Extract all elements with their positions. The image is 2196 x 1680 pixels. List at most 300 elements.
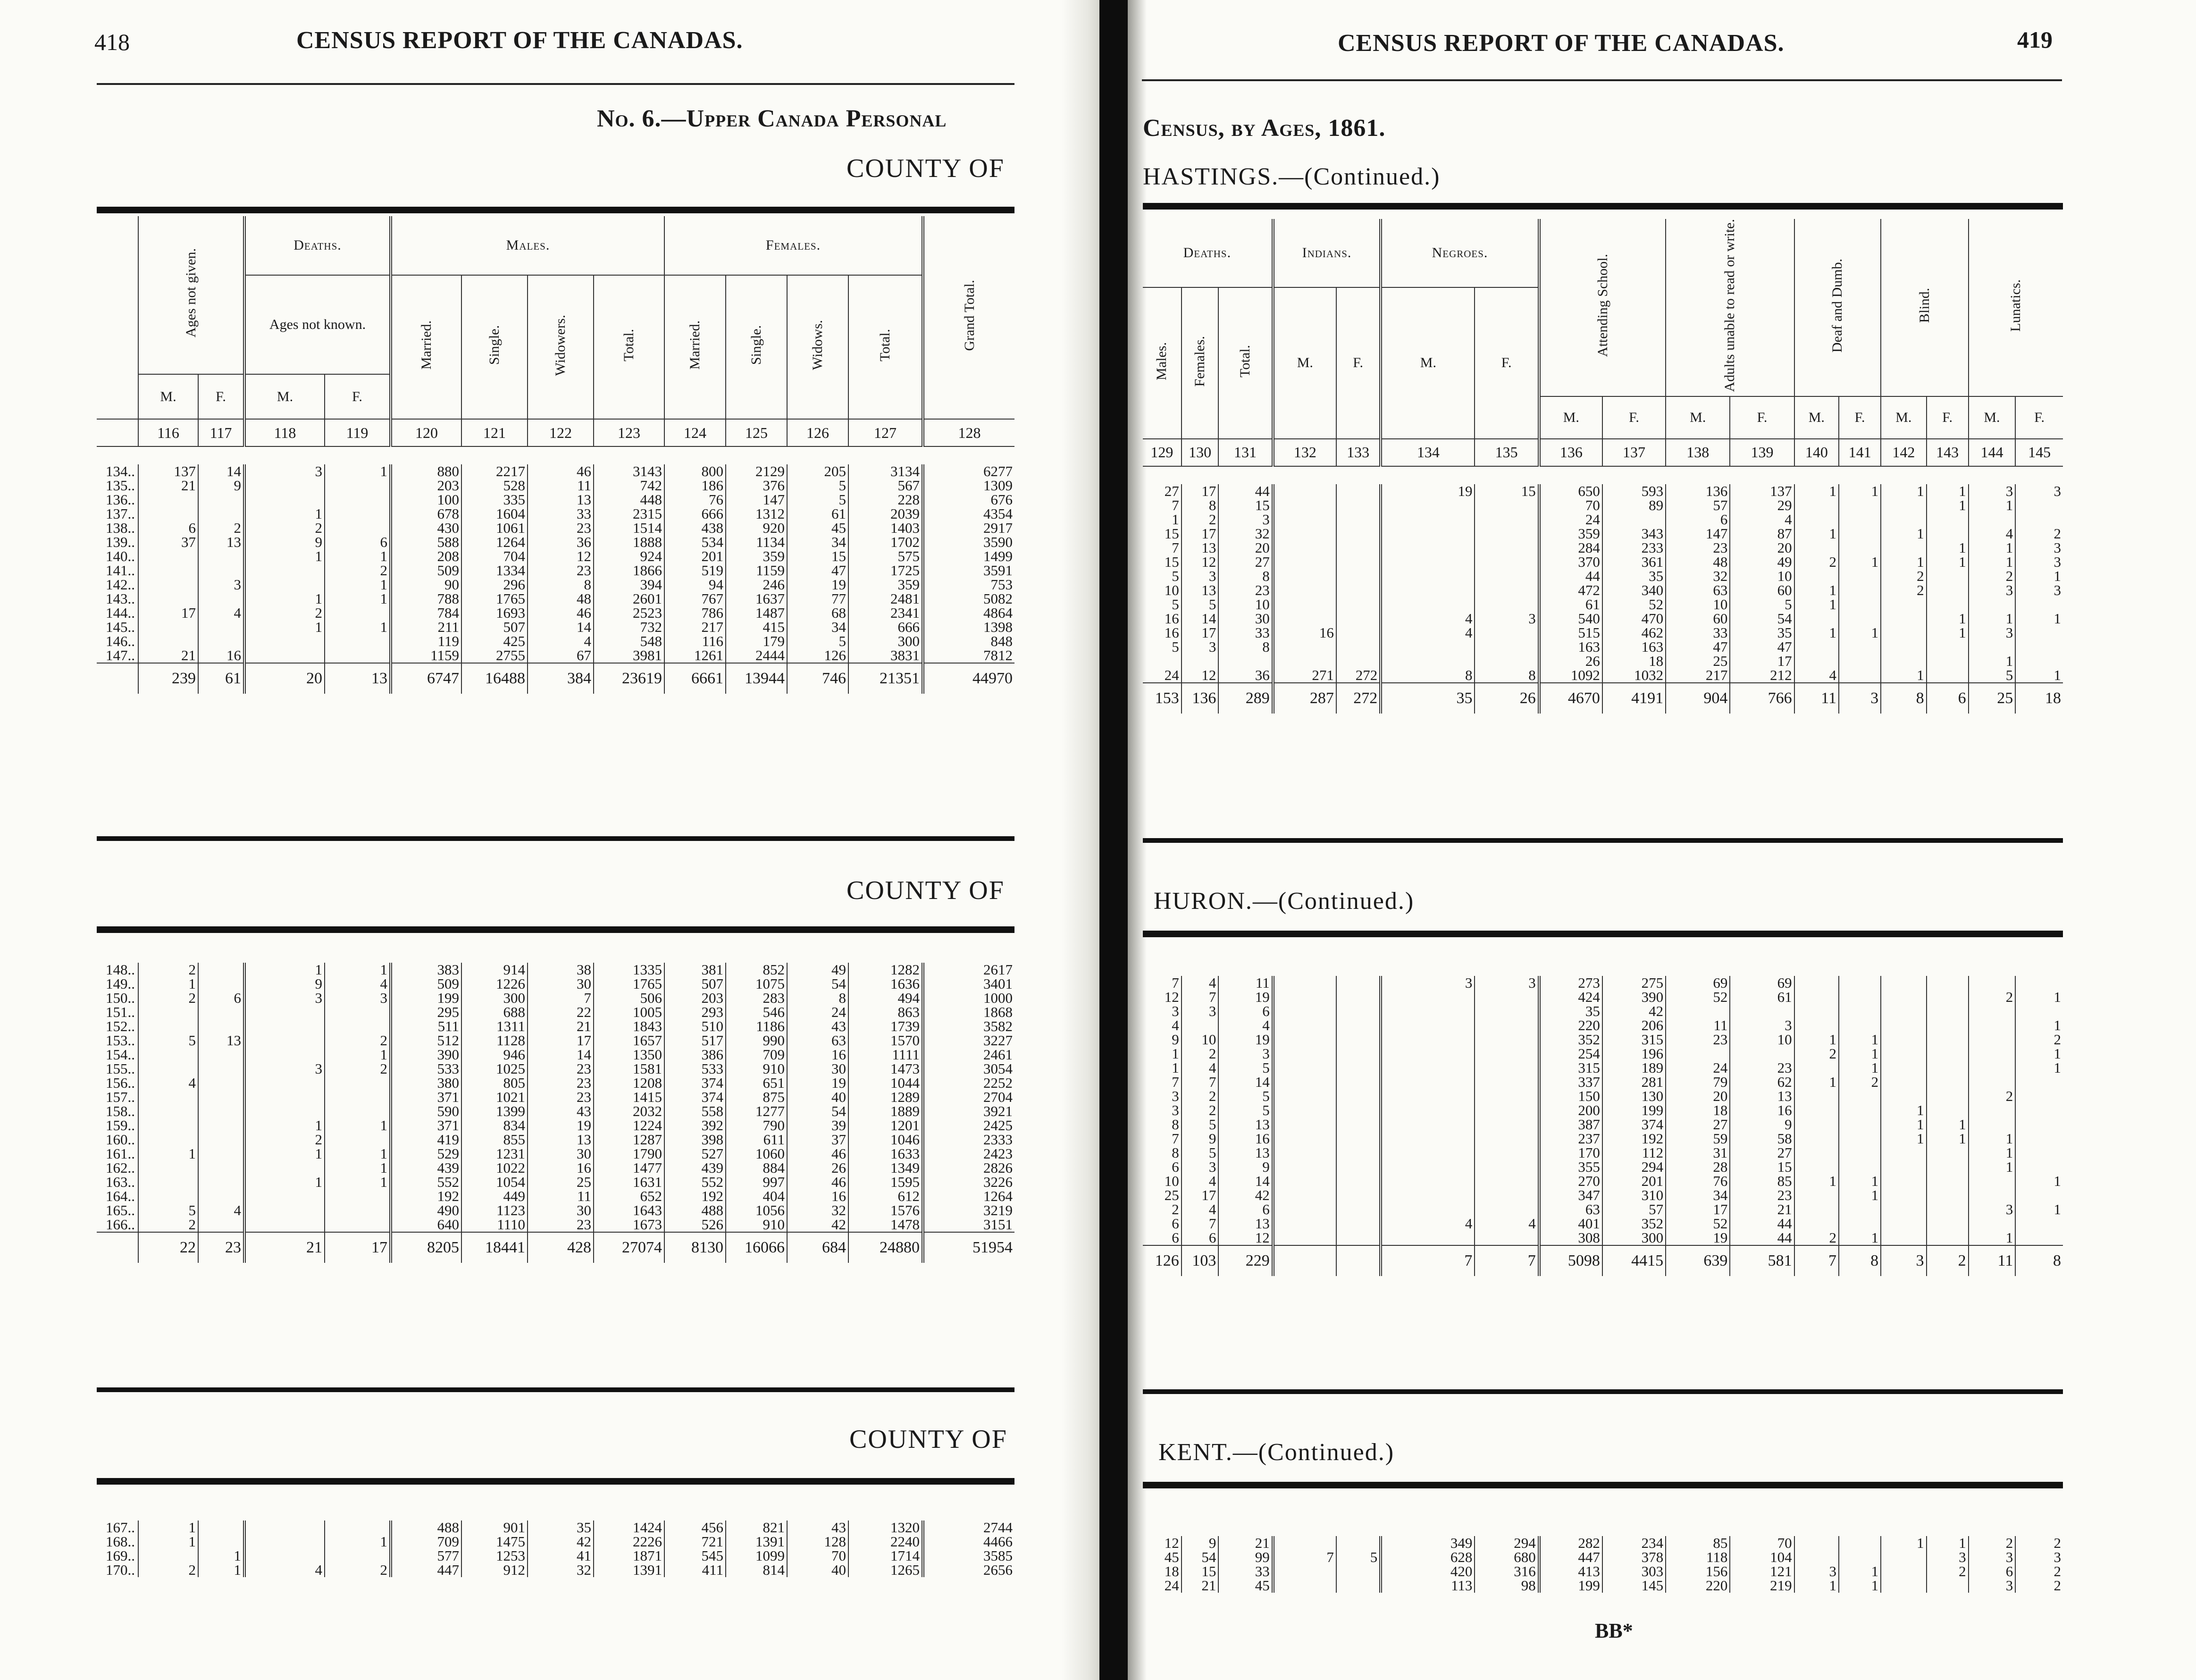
table-cell: 6 <box>198 991 244 1005</box>
table-cell: 371 <box>391 1090 461 1104</box>
table-cell: 1 <box>1881 1103 1926 1117</box>
table-cell: 394 <box>594 578 664 592</box>
table-cell <box>1839 527 1881 541</box>
table-cell: 246 <box>726 578 787 592</box>
table-cell: 35 <box>1539 1004 1602 1018</box>
table-cell: 425 <box>461 634 528 648</box>
table-row <box>1143 555 2063 569</box>
table-cell: 2 <box>138 1218 198 1232</box>
table-cell: 1 <box>1839 1047 1881 1061</box>
table-cell: 208 <box>391 549 461 563</box>
table-cell: 1871 <box>594 1549 664 1563</box>
table-cell: 275 <box>1602 976 1666 990</box>
total-cell: 272 <box>1336 683 1381 714</box>
table-cell: 16 <box>1730 1103 1794 1117</box>
table-cell <box>1381 1132 1475 1146</box>
table-cell: 60 <box>1666 612 1730 626</box>
row-age-label: 155.. <box>106 1062 135 1076</box>
table-cell: 1 <box>2015 1018 2063 1033</box>
school-f-header: F. <box>1602 396 1666 439</box>
table-cell: 300 <box>1602 1231 1666 1245</box>
table-cell: 47 <box>1730 640 1794 654</box>
table-cell: 2341 <box>848 606 923 620</box>
table-cell: 1 <box>1839 555 1881 569</box>
table-cell <box>138 563 198 578</box>
table-cell: 509 <box>391 563 461 578</box>
table-cell: 70 <box>1539 498 1602 512</box>
table-cell: 1110 <box>461 1218 528 1232</box>
table-cell: 295 <box>391 1005 461 1019</box>
column-number: 141 <box>1839 439 1881 466</box>
table-cell: 52 <box>1602 597 1666 612</box>
table-cell <box>1927 1004 1969 1018</box>
table-cell: 506 <box>594 991 664 1005</box>
table-cell: 790 <box>726 1118 787 1133</box>
table-cell: 1 <box>1839 1579 1881 1593</box>
table-cell: 9 <box>1730 1117 1794 1132</box>
deaf-m-header: M. <box>1794 396 1839 439</box>
table-cell <box>1666 1004 1730 1018</box>
table-row <box>1143 1550 2063 1564</box>
table-cell: 456 <box>664 1520 726 1535</box>
table-cell <box>1927 1033 1969 1047</box>
table-cell <box>1381 1146 1475 1160</box>
table-row <box>97 1563 1014 1577</box>
total-cell <box>1336 1245 1381 1276</box>
table-cell: 3 <box>1182 640 1219 654</box>
total-cell: 684 <box>787 1232 848 1263</box>
table-cell <box>1969 1188 2016 1202</box>
table-cell: 45 <box>787 521 848 535</box>
total-cell: 639 <box>1666 1245 1730 1276</box>
table-cell: 38 <box>528 963 594 977</box>
table-cell: 70 <box>787 1549 848 1563</box>
table-cell: 13 <box>528 1133 594 1147</box>
table-cell <box>1336 597 1381 612</box>
table-cell: 448 <box>594 493 664 507</box>
row-label-blank <box>97 419 138 446</box>
table-cell <box>1336 1188 1381 1202</box>
table-cell: 52 <box>1666 990 1730 1004</box>
table-cell <box>198 1218 244 1232</box>
table-row <box>1143 512 2063 527</box>
table-cell: 4 <box>198 606 244 620</box>
table-cell: 3 <box>1730 1018 1794 1033</box>
table-cell: 19 <box>1666 1231 1730 1245</box>
table-cell: 1054 <box>461 1175 528 1189</box>
table-cell: 170 <box>1539 1146 1602 1160</box>
table-cell: 548 <box>594 634 664 648</box>
table-cell <box>325 606 391 620</box>
table-cell: 666 <box>664 507 726 521</box>
table-cell: 294 <box>1602 1160 1666 1174</box>
row-age-label: 168.. <box>106 1535 135 1549</box>
table-cell: 46 <box>787 1147 848 1161</box>
table-cell <box>1839 583 1881 597</box>
table-row <box>1143 527 2063 541</box>
table-cell: 234 <box>1602 1536 1666 1550</box>
table-cell: 1075 <box>726 977 787 991</box>
table-cell: 2461 <box>923 1048 1014 1062</box>
table-cell: 1 <box>1927 1132 1969 1146</box>
deaf-f-header: F. <box>1839 396 1881 439</box>
table-row <box>97 1520 1014 1535</box>
table-cell <box>1475 1061 1539 1075</box>
table-cell: 282 <box>1539 1536 1602 1550</box>
table-cell: 2 <box>1182 512 1219 527</box>
table-cell <box>244 648 325 663</box>
table-cell: 3 <box>2015 555 2063 569</box>
table-cell: 315 <box>1602 1033 1666 1047</box>
table-row <box>1143 976 2063 990</box>
table-cell: 1 <box>325 1118 391 1133</box>
table-cell <box>138 1189 198 1203</box>
row-age-label: 142.. <box>106 578 135 592</box>
table-cell <box>1794 1089 1839 1103</box>
blind-m-header: M. <box>1881 396 1926 439</box>
table-cell <box>1839 668 1881 683</box>
table-cell <box>1794 1103 1839 1117</box>
table-cell: 1643 <box>594 1203 664 1218</box>
table-cell <box>138 549 198 563</box>
table-cell: 383 <box>391 963 461 977</box>
table-cell: 1 <box>1794 527 1839 541</box>
table-cell: 2744 <box>923 1520 1014 1535</box>
table-cell: 42 <box>1218 1188 1273 1202</box>
table-cell <box>198 1535 244 1549</box>
table-cell: 1714 <box>848 1549 923 1563</box>
table-cell: 359 <box>848 578 923 592</box>
table-cell: 5 <box>1172 569 1179 583</box>
table-cell: 4 <box>1172 1018 1179 1033</box>
table-cell <box>1881 1004 1926 1018</box>
table-cell: 1 <box>1927 498 1969 512</box>
table-cell: 552 <box>664 1175 726 1189</box>
table-cell <box>1969 1075 2016 1089</box>
table-cell: 534 <box>664 535 726 549</box>
table-cell <box>1273 1188 1336 1202</box>
indians-m-header: M. <box>1273 287 1336 439</box>
total-cell <box>1273 1245 1336 1276</box>
table-cell: 742 <box>594 479 664 493</box>
table-cell: 527 <box>664 1147 726 1161</box>
table-row <box>1143 1117 2063 1132</box>
table-cell: 1739 <box>848 1019 923 1033</box>
total-cell: 26 <box>1475 683 1539 714</box>
table-cell: 1159 <box>391 648 461 663</box>
table-cell <box>1794 1202 1839 1217</box>
table-cell: 374 <box>664 1090 726 1104</box>
table-cell: 21 <box>138 648 198 663</box>
table-cell <box>138 1118 198 1133</box>
totals-row <box>1143 683 2063 714</box>
table-cell: 1 <box>1881 1117 1926 1132</box>
table-cell: 1 <box>1881 555 1926 569</box>
table-row <box>97 592 1014 606</box>
table-cell: 46 <box>528 606 594 620</box>
table-cell: 1889 <box>848 1104 923 1118</box>
table-cell: 2755 <box>461 648 528 663</box>
total-cell: 428 <box>528 1232 594 1263</box>
total-cell: 3 <box>1839 683 1881 714</box>
table-cell: 26 <box>787 1161 848 1175</box>
total-cell: 27074 <box>594 1232 664 1263</box>
total-cell: 17 <box>325 1232 391 1263</box>
table-cell: 98 <box>1475 1579 1539 1593</box>
table-row <box>97 578 1014 592</box>
table-cell: 9 <box>244 977 325 991</box>
table-row <box>97 1218 1014 1232</box>
table-cell <box>138 507 198 521</box>
table-cell <box>1381 1202 1475 1217</box>
left-head-rule <box>97 83 1014 85</box>
table-cell <box>1969 1174 2016 1188</box>
blind-f-header: F. <box>1927 396 1969 439</box>
table-cell: 1487 <box>726 606 787 620</box>
table-cell <box>1336 1103 1381 1117</box>
table-cell: 3401 <box>923 977 1014 991</box>
table-cell: 6 <box>1218 1202 1273 1217</box>
table-cell: 85 <box>1730 1174 1794 1188</box>
table-cell: 650 <box>1539 484 1602 498</box>
table-cell <box>325 1104 391 1118</box>
total-cell: 16066 <box>726 1232 787 1263</box>
table-cell: 2 <box>1839 1075 1881 1089</box>
table-cell: 5 <box>787 634 848 648</box>
table-cell <box>1273 1075 1336 1089</box>
total-cell: 61 <box>198 663 244 694</box>
table-cell: 390 <box>1602 990 1666 1004</box>
table-cell <box>1273 1231 1336 1245</box>
table-cell: 13 <box>1182 583 1219 597</box>
table-cell <box>1475 654 1539 668</box>
table-row <box>97 1048 1014 1062</box>
table-cell: 374 <box>1602 1117 1666 1132</box>
total-cell: 8130 <box>664 1232 726 1263</box>
column-number: 139 <box>1730 439 1794 466</box>
table-cell <box>198 1019 244 1033</box>
table-cell <box>1381 555 1475 569</box>
table-cell <box>2015 1117 2063 1132</box>
table-cell: 3981 <box>594 648 664 663</box>
table-cell: 14 <box>1218 1075 1273 1089</box>
table-cell: 3 <box>1969 1579 2016 1593</box>
table-cell <box>1381 498 1475 512</box>
table-cell: 32 <box>528 1563 594 1577</box>
table-cell <box>1839 1217 1881 1231</box>
column-number: 136 <box>1539 439 1602 466</box>
table-cell <box>1182 654 1219 668</box>
table-cell <box>1336 1231 1381 1245</box>
table-cell: 3054 <box>923 1062 1014 1076</box>
table-cell <box>1969 597 2016 612</box>
table-cell: 2240 <box>848 1535 923 1549</box>
table-cell: 335 <box>461 493 528 507</box>
row-age-label: 151.. <box>106 1005 135 1019</box>
table-cell <box>1794 640 1839 654</box>
table-cell: 25 <box>1164 1188 1179 1202</box>
table-cell: 1 <box>1794 484 1839 498</box>
table-cell <box>1273 640 1336 654</box>
table-cell <box>1839 654 1881 668</box>
table-cell: 628 <box>1381 1550 1475 1564</box>
table-cell: 1 <box>2015 1061 2063 1075</box>
total-cell: 766 <box>1730 683 1794 714</box>
table-cell: 303 <box>1602 1564 1666 1579</box>
table-cell <box>1969 1061 2016 1075</box>
table-cell: 3 <box>2015 583 2063 597</box>
table-cell: 192 <box>664 1189 726 1203</box>
total-cell: 746 <box>787 663 848 694</box>
table-cell <box>1839 1117 1881 1132</box>
row-age-label: 162.. <box>106 1161 135 1175</box>
table-cell <box>1381 1018 1475 1033</box>
right-table-top-rule <box>1143 203 2063 210</box>
table-cell: 1 <box>1794 583 1839 597</box>
table-cell: 15 <box>1218 498 1273 512</box>
column-number: 116 <box>138 419 198 446</box>
table-cell: 1 <box>1172 1061 1179 1075</box>
table-cell: 420 <box>1381 1564 1475 1579</box>
total-cell: 4670 <box>1539 683 1602 714</box>
table-cell <box>1881 1231 1926 1245</box>
left-table-section-3 <box>97 1520 1014 1577</box>
table-cell <box>325 634 391 648</box>
total-cell: 8 <box>1839 1245 1881 1276</box>
table-cell: 1 <box>325 963 391 977</box>
table-cell: 85 <box>1666 1536 1730 1550</box>
table-cell: 13 <box>528 493 594 507</box>
table-cell: 19 <box>528 1118 594 1133</box>
left-column-number-row <box>97 419 1014 446</box>
table-cell <box>1336 1132 1381 1146</box>
table-cell: 359 <box>726 549 787 563</box>
table-cell: 31 <box>1666 1146 1730 1160</box>
table-cell: 94 <box>664 578 726 592</box>
table-cell <box>198 1520 244 1535</box>
table-cell: 666 <box>848 620 923 634</box>
table-cell: 1 <box>1881 1536 1926 1550</box>
table-cell: 1 <box>1794 626 1839 640</box>
table-cell: 494 <box>848 991 923 1005</box>
table-cell: 163 <box>1539 640 1602 654</box>
table-cell: 27 <box>1666 1117 1730 1132</box>
table-cell <box>1794 569 1839 583</box>
table-cell <box>1336 498 1381 512</box>
table-cell <box>138 1133 198 1147</box>
table-cell: 79 <box>1666 1075 1730 1089</box>
row-age-label: 167.. <box>106 1520 135 1535</box>
table-cell: 3 <box>198 578 244 592</box>
table-cell: 7 <box>1172 1132 1179 1146</box>
table-cell <box>2015 1132 2063 1146</box>
table-cell <box>244 1218 325 1232</box>
table-cell: 13 <box>1182 541 1219 555</box>
table-cell: 3 <box>1969 1550 2016 1564</box>
table-cell: 17 <box>1666 1202 1730 1217</box>
table-cell: 45 <box>1164 1550 1179 1564</box>
table-row <box>1143 498 2063 512</box>
table-cell: 352 <box>1602 1217 1666 1231</box>
table-cell: 60 <box>1730 583 1794 597</box>
table-cell: 23 <box>1666 1033 1730 1047</box>
table-cell: 18 <box>1164 1564 1179 1579</box>
table-cell <box>198 493 244 507</box>
right-head-rule <box>1142 79 2062 81</box>
table-cell: 12 <box>1182 668 1219 683</box>
table-cell: 271 <box>1273 668 1336 683</box>
table-cell: 217 <box>664 620 726 634</box>
table-cell: 1 <box>1927 612 1969 626</box>
table-cell: 3 <box>1172 1103 1179 1117</box>
section-3-top-rule <box>97 1478 1014 1485</box>
table-cell <box>1475 1202 1539 1217</box>
table-cell <box>198 1118 244 1133</box>
table-cell <box>1475 1231 1539 1245</box>
table-cell: 4 <box>198 1203 244 1218</box>
table-row <box>97 1147 1014 1161</box>
table-cell: 147 <box>726 493 787 507</box>
table-cell: 2217 <box>461 464 528 479</box>
table-cell: 118 <box>1666 1550 1730 1564</box>
table-cell: 14 <box>528 620 594 634</box>
table-cell: 678 <box>391 507 461 521</box>
table-cell <box>1475 1047 1539 1061</box>
table-cell: 34 <box>1666 1188 1730 1202</box>
males-widowers-header: Widowers. <box>528 275 594 419</box>
table-cell <box>325 648 391 663</box>
table-cell: 32 <box>1218 527 1273 541</box>
table-cell: 1637 <box>726 592 787 606</box>
table-cell: 20 <box>1666 1089 1730 1103</box>
table-cell: 9 <box>1218 1160 1273 1174</box>
table-cell: 1 <box>1881 1132 1926 1146</box>
table-cell: 6 <box>1182 1231 1219 1245</box>
table-cell <box>1273 1160 1336 1174</box>
table-cell: 1111 <box>848 1048 923 1062</box>
table-cell: 447 <box>391 1563 461 1577</box>
table-cell: 137 <box>138 464 198 479</box>
table-cell: 33 <box>1666 626 1730 640</box>
males-header: Males. <box>391 216 664 275</box>
table-cell: 3 <box>1182 1004 1219 1018</box>
table-cell: 12 <box>528 549 594 563</box>
adults-m-header: M. <box>1666 396 1730 439</box>
table-cell: 709 <box>726 1048 787 1062</box>
table-cell <box>2015 498 2063 512</box>
table-cell <box>2015 654 2063 668</box>
table-cell: 4466 <box>923 1535 1014 1549</box>
table-cell <box>1794 1004 1839 1018</box>
table-cell <box>1794 512 1839 527</box>
table-cell: 7 <box>528 991 594 1005</box>
table-cell <box>1273 555 1336 569</box>
table-cell <box>1881 597 1926 612</box>
table-cell <box>198 1175 244 1189</box>
right-table-section-2 <box>1143 976 2063 1276</box>
table-cell: 1765 <box>594 977 664 991</box>
table-cell <box>1336 541 1381 555</box>
table-cell: 21 <box>1218 1536 1273 1550</box>
table-row <box>1143 1132 2063 1146</box>
table-cell: 19 <box>1218 1033 1273 1047</box>
column-number: 122 <box>528 419 594 446</box>
table-cell <box>1381 527 1475 541</box>
table-cell: 519 <box>664 563 726 578</box>
table-cell <box>1143 654 1182 668</box>
table-cell: 1 <box>2015 1047 2063 1061</box>
table-cell: 49 <box>787 963 848 977</box>
